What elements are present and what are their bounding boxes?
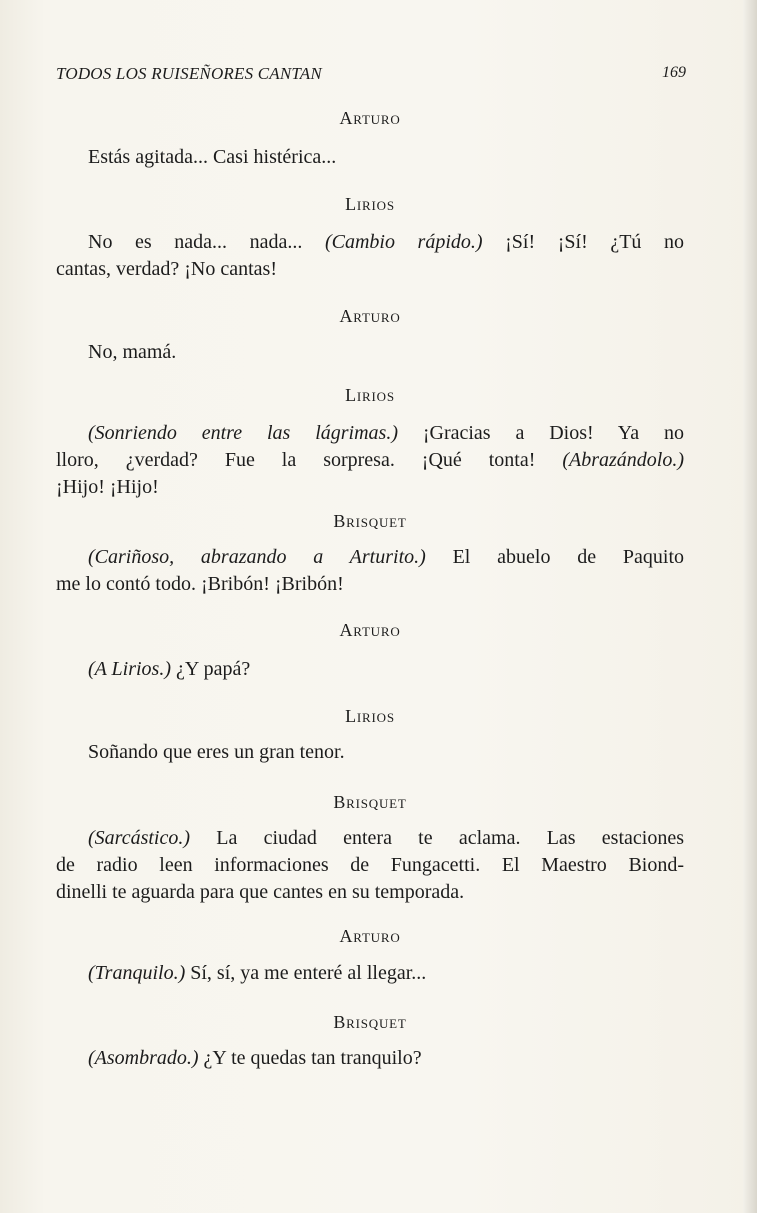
stage-direction: (Abrazándolo.) [562,449,684,471]
speech-line [56,825,684,852]
speech-line [56,256,684,283]
speech [56,229,684,283]
dialogue-text: ¿Y papá? [170,658,251,680]
speech-line [56,1045,684,1072]
dialogue-text: Sí, sí, ya me enteré al llegar... [185,962,427,984]
speech [56,420,684,501]
dialogue-text: de radio leen informaciones de Fungacetti. El Maestro Biond- [56,854,684,876]
speech [56,1045,684,1072]
speech [56,825,684,906]
speech-line [56,474,684,501]
speaker-name: Lirios [345,385,395,405]
speech [56,339,684,366]
dialogue-text: ¿Y te quedas tan tranquilo? [198,1047,422,1069]
speech [56,144,684,171]
speech [56,656,684,683]
speech-line [56,571,684,598]
stage-direction: (Sonriendo entre las lágrimas.) [88,422,398,444]
dialogue-text: cantas, verdad? ¡No cantas! [56,258,277,280]
dialogue-text: La ciudad entera te aclama. Las estaciones [190,827,684,849]
speech-line [56,852,684,879]
stage-direction: (Cambio rápido.) [324,231,483,253]
dialogue-text: Estás agitada... Casi histérica... [88,146,337,168]
running-title: TODOS LOS RUISEÑORES CANTAN [56,64,322,83]
stage-direction: (Asombrado.) [88,1047,199,1069]
speaker-name: Brisquet [333,792,407,812]
speaker-name: Arturo [339,926,401,946]
dialogue-text: lloro, ¿verdad? Fue la sorpresa. ¡Qué tonta! [56,449,563,471]
dialogue-text: No es nada... nada... [88,231,325,253]
dialogue-text: El abuelo de Paquito [425,546,684,568]
speaker-name: Brisquet [333,511,407,531]
stage-direction: (Tranquilo.) [88,962,186,984]
speaker-name: Arturo [339,108,401,128]
speech-line [56,447,684,474]
speaker-name: Brisquet [333,1012,407,1032]
speech-line [56,879,684,906]
dialogue-text: dinelli te aguarda para que cantes en su temporada. [56,881,465,903]
page-edge-shadow [743,0,757,1213]
speech [56,739,684,766]
stage-direction: (A Lirios.) [88,658,171,680]
speech-line [56,739,684,766]
speaker-name: Arturo [339,306,401,326]
speaker-name: Lirios [345,194,395,214]
dialogue-text: ¡Sí! ¡Sí! ¿Tú no [482,231,685,253]
stage-direction: (Cariñoso, abrazando a Arturito.) [88,546,426,568]
speech-line [56,144,684,171]
speaker-name: Arturo [339,620,401,640]
speech-line [56,656,684,683]
speech [56,960,684,987]
speech-line [56,339,684,366]
speech-line [56,544,684,571]
page-number: 169 [662,64,686,81]
speech-line [56,420,684,447]
speaker-name: Lirios [345,706,395,726]
dialogue-text: Soñando que eres un gran tenor. [88,741,345,763]
dialogue-text: ¡Gracias a Dios! Ya no [397,422,684,444]
stage-direction: (Sarcástico.) [88,827,191,849]
speech [56,544,684,598]
dialogue-text: me lo contó todo. ¡Bribón! ¡Bribón! [56,573,344,595]
speech-line [56,960,684,987]
speech-line [56,229,684,256]
dialogue-text: ¡Hijo! ¡Hijo! [56,476,159,498]
dialogue-text: No, mamá. [88,341,177,363]
